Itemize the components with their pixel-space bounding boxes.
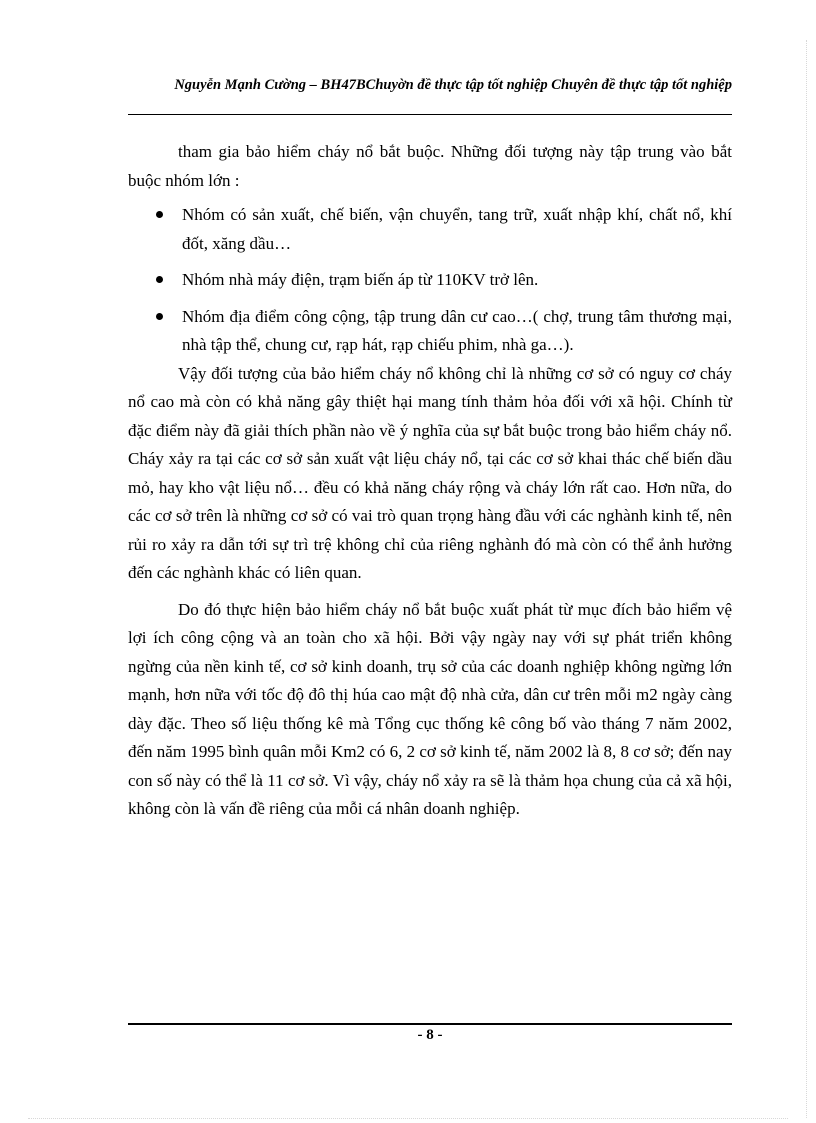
bullet-list	[128, 201, 732, 360]
bullet-icon	[156, 313, 163, 320]
list-item	[128, 303, 732, 360]
page-border-bottom	[28, 1118, 788, 1119]
intro-paragraph: tham gia bảo hiểm cháy nổ bắt buộc. Những đối tượng này tập trung vào bắt buộc nhóm lớn :	[128, 142, 732, 190]
bullet-icon	[156, 211, 163, 218]
body-text	[128, 138, 732, 824]
list-item	[128, 201, 732, 258]
page-number: - 8 -	[417, 1027, 443, 1043]
list-item-text: Nhóm địa điểm công cộng, tập trung dân cư cao…( chợ, trung tâm thương mại, nhà tập thể, chung cư, rạp hát, rạp chiếu phim, nhà ga…).	[182, 306, 732, 354]
bullet-icon	[156, 276, 163, 283]
list-item-text: Nhóm nhà máy điện, trạm biến áp từ 110KV trở lên.	[182, 270, 539, 289]
running-header: Nguyễn Mạnh Cường – BH47BChuyờn đề thực tập tốt nghiệp Chuyên đề thực tập tốt nghiệp	[174, 77, 732, 93]
paragraph-1: Vậy đối tượng của bảo hiểm cháy nổ không chỉ là những cơ sở có nguy cơ cháy nổ cao mà còn có khả năng gây thiệt hại mang tính thảm hỏa đối với xã hội. Chính từ đặc điểm này đã giải thích phần nào về ý nghĩa của sự bắt buộc trong bảo hiểm cháy nổ. Cháy xảy ra tại các cơ sở sản xuất vật liệu cháy nổ, tại các cơ sở khai thác chế biến dầu mỏ, hay kho vật liệu nổ… đều có khả năng cháy rộng và cháy lớn rất cao. Hơn nữa, do các cơ sở trên là những cơ sở có vai trò quan trọng hàng đầu với các nghành kinh tế, nên rủi ro xảy ra dẫn tới sự trì trệ không chỉ của riêng nghành đó mà còn có thể ảnh hưởng đến các nghành khác có liên quan.	[128, 363, 732, 582]
page-border-right	[806, 40, 807, 1118]
list-item-text: Nhóm có sản xuất, chế biến, vận chuyển, tang trữ, xuất nhập khí, chất nổ, khí đốt, xăng dầu…	[182, 205, 732, 253]
footer-rule	[128, 1023, 732, 1025]
header-rule	[128, 114, 732, 115]
paragraph-2: Do đó thực hiện bảo hiểm cháy nổ bắt buộc xuất phát từ mục đích bảo hiểm vệ lợi ích công cộng và an toàn cho xã hội. Bởi vậy ngày nay với sự phát triển không ngừng của nền kinh tế, cơ sở kinh doanh, trụ sở của các doanh nghiệp không ngừng lớn mạnh, hơn nữa với tốc độ đô thị húa cao mật độ nhà cửa, dân cư trên mỗi m2 ngày càng dày đặc. Theo số liệu thống kê mà Tổng cục thống kê công bố vào tháng 7 năm 2002, đến năm 1995 bình quân mỗi Km2 có 6, 2 cơ sở kinh tế, năm 2002 là 8, 8 cơ sở; đến nay con số này có thể là 11 cơ sở. Vì vậy, cháy nổ xảy ra sẽ là thảm họa chung của cả xã hội, không còn là vấn đề riêng của mỗi cá nhân doanh nghiệp.	[128, 599, 732, 818]
list-item	[128, 266, 732, 295]
